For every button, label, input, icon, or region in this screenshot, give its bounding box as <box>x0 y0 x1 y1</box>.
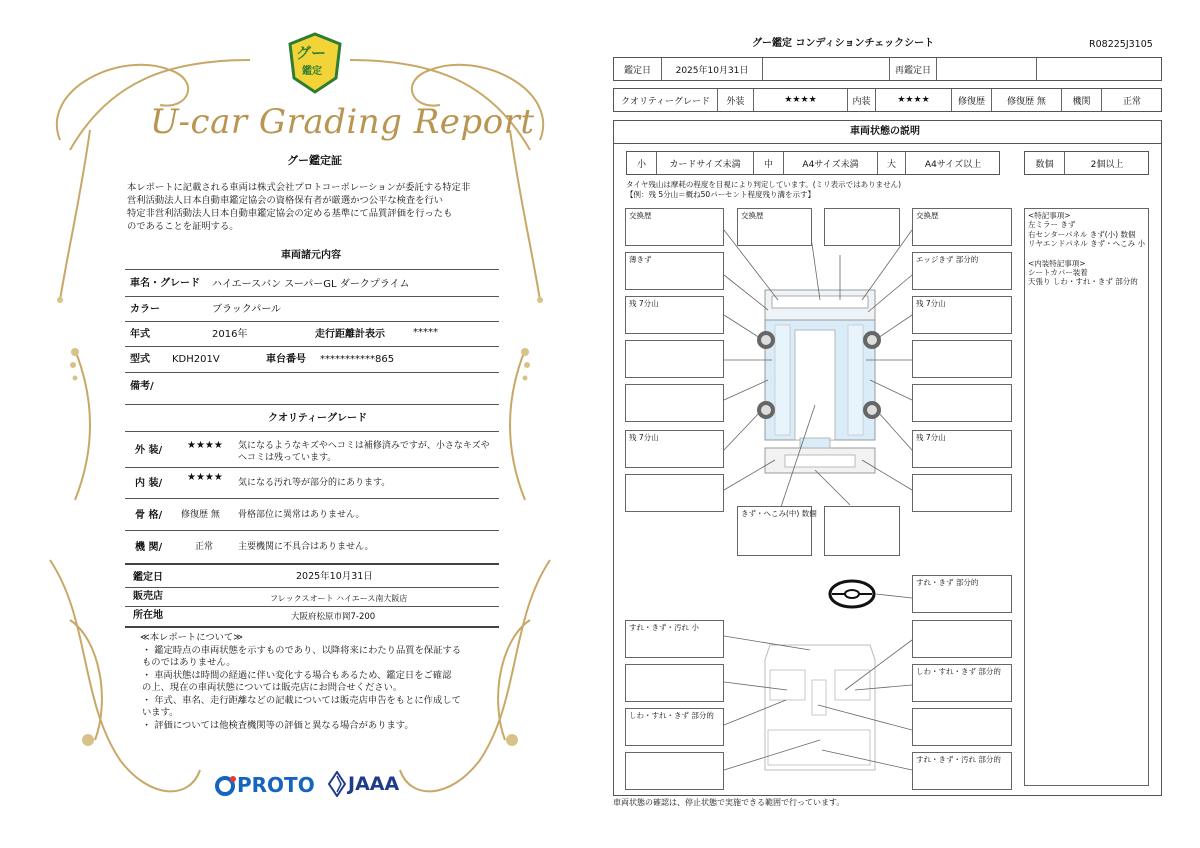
interior-label: 内 装/ <box>135 478 163 489</box>
divider <box>125 626 499 628</box>
note-box: すれ・きず 部分的 <box>912 575 1012 613</box>
sheet-title: グー鑑定 コンディションチェックシート <box>752 38 935 49</box>
quality-grade-label: クオリティーグレード <box>614 89 718 111</box>
note-box: 残 7分山 <box>912 296 1012 334</box>
frame-value: 修復歴 無 <box>181 510 220 520</box>
name-value: ハイエースバン スーパーGL ダークプライム <box>212 279 410 290</box>
note-box: きず・へこみ(中) 数個 <box>737 506 812 556</box>
about-line: ・ 車両状態は時間の経過に伴い変化する場合もあるため、鑑定日をご確認 <box>142 670 452 681</box>
note-box: 薄きず <box>625 252 724 290</box>
script-title: U-car Grading Report <box>150 102 535 142</box>
mileage-value: ***** <box>413 327 438 338</box>
grade-title: クオリティーグレード <box>268 413 367 424</box>
note-box <box>625 384 724 422</box>
divider <box>125 530 499 531</box>
tire-note: 【例：残 5分山＝概ね50パーセント程度残り溝を示す】 <box>626 190 816 199</box>
about-line: の上、現在の車両状態については販売店にお問合せください。 <box>142 682 403 693</box>
interior-stars: ★★★★ <box>876 89 952 111</box>
note-box <box>824 208 900 246</box>
note-box <box>625 664 724 702</box>
about-title: ≪本レポートについて≫ <box>140 632 243 643</box>
exterior-stars: ★★★★ <box>187 440 223 451</box>
engine-value: 正常 <box>195 542 214 552</box>
divider <box>125 563 499 565</box>
date-label: 鑑定日 <box>614 58 662 80</box>
special-item: リヤエンドパネル きず・へこみ 小 <box>1028 239 1145 249</box>
address-value: 大阪府松原市岡7-200 <box>291 612 376 622</box>
model-label: 型式 <box>130 354 150 365</box>
goo-kantei-badge <box>286 32 344 94</box>
note-box <box>912 708 1012 746</box>
note-box: しわ・すれ・きず 部分的 <box>912 664 1012 702</box>
divider <box>125 467 499 468</box>
engine-label: 機 関/ <box>135 542 163 553</box>
interior-special-item: シートカバー装着 <box>1028 267 1088 277</box>
note-box <box>625 752 724 790</box>
divider <box>125 346 499 347</box>
note-box: 交換歴 <box>737 208 812 246</box>
interior-special-title: <内装特記事項> <box>1028 258 1086 268</box>
condition-check-sheet <box>600 0 1200 848</box>
year-label: 年式 <box>130 329 150 340</box>
interior-desc: 気になる汚れ等が部分的にあります。 <box>238 478 391 488</box>
certificate-title: グー鑑定証 <box>287 154 342 167</box>
sheet-footer: 車両状態の確認は、停止状態で実施できる範囲で行っています。 <box>613 798 845 807</box>
intro-line: 営利活動法人日本自動車鑑定協会の資格保有者が厳選かつ公平な検査を行い <box>127 195 444 206</box>
engine-desc: 主要機関に不具合はありません。 <box>238 542 374 552</box>
about-line: います。 <box>142 707 179 718</box>
divider <box>125 269 499 270</box>
special-notes-panel <box>1024 208 1149 786</box>
divider <box>125 431 499 432</box>
divider <box>125 587 499 588</box>
intro-line: 本レポートに記載される車両は株式会社プロトコーポレーションが委託する特定非 <box>127 182 471 193</box>
divider <box>125 606 499 607</box>
note-box: しわ・すれ・きず 部分的 <box>625 708 724 746</box>
mileage-label: 走行距離計表示 <box>315 329 385 340</box>
date-value: 2025年10月31日 <box>662 58 763 80</box>
size-large: 大 <box>878 152 906 174</box>
spec-title: 車両諸元内容 <box>281 250 341 261</box>
exterior-desc: ヘコミは残っています。 <box>238 453 337 463</box>
special-item: 左ミラー きず <box>1028 220 1076 230</box>
note-box <box>625 340 724 378</box>
divider <box>125 372 499 373</box>
reeval-label: 再鑑定日 <box>890 58 937 80</box>
note-box <box>912 340 1012 378</box>
note-box <box>824 506 900 556</box>
note-box <box>912 384 1012 422</box>
color-label: カラー <box>130 304 160 315</box>
note-box <box>912 620 1012 658</box>
interior-label: 内装 <box>848 89 876 111</box>
exterior-label: 外装 <box>718 89 754 111</box>
divider <box>125 498 499 499</box>
repair-value: 修復歴 無 <box>992 89 1062 111</box>
chassis-label: 車台番号 <box>266 354 306 365</box>
count-label: 数個 <box>1025 152 1065 174</box>
year-value: 2016年 <box>212 329 248 340</box>
size-small-desc: カードサイズ未満 <box>657 152 754 174</box>
note-box: 残 7分山 <box>912 430 1012 468</box>
note-box <box>912 474 1012 512</box>
size-medium: 中 <box>754 152 784 174</box>
frame-label: 骨 格/ <box>135 510 163 521</box>
engine-value: 正常 <box>1122 96 1141 107</box>
note-box: 交換歴 <box>912 208 1012 246</box>
intro-line: のであることを証明する。 <box>127 221 239 232</box>
proto-logo: PROTO <box>215 773 325 797</box>
date-label: 鑑定日 <box>133 572 163 583</box>
note-box <box>625 474 724 512</box>
badge-line2: 鑑定 <box>302 66 322 77</box>
size-medium-desc: A4サイズ未満 <box>784 152 878 174</box>
about-line: ものではありません。 <box>142 657 236 668</box>
divider <box>125 296 499 297</box>
special-item: 右センターパネル きず(小) 数個 <box>1028 229 1136 239</box>
size-small: 小 <box>627 152 657 174</box>
engine-label: 機関 <box>1062 89 1102 111</box>
badge-line1: グー <box>296 44 327 62</box>
size-large-desc: A4サイズ以上 <box>924 159 982 170</box>
divider <box>125 404 499 405</box>
name-label: 車名・グレード <box>130 278 200 289</box>
interior-special-item: 天張り しわ・すれ・きず 部分的 <box>1028 277 1138 287</box>
about-line: ・ 年式、車名、走行距離などの記載については販売店申告をもとに作成して <box>142 695 461 706</box>
sheet-code: R08225J3105 <box>1089 39 1153 50</box>
model-value: KDH201V <box>172 354 220 365</box>
note-box: 交換歴 <box>625 208 724 246</box>
tire-note: タイヤ残山は摩耗の程度を目視により判定しています。(ミリ表示ではありません) <box>626 180 902 189</box>
repair-label: 修復歴 <box>952 89 992 111</box>
divider <box>125 321 499 322</box>
intro-line: 特定非営利活動法人日本自動車鑑定協会の定める基準にて品質評価を行ったも <box>127 208 453 219</box>
note-box: すれ・きず・汚れ 小 <box>625 620 724 658</box>
frame-desc: 骨格部位に異常はありません。 <box>238 510 365 520</box>
address-label: 所在地 <box>133 610 163 621</box>
about-line: ・ 鑑定時点の車両状態を示すものであり、以降将来にわたり品質を保証する <box>142 645 462 656</box>
date-value: 2025年10月31日 <box>296 571 373 582</box>
about-line: ・ 評価については他検査機関等の評価と異なる場合があります。 <box>142 720 414 731</box>
count-value: 2個以上 <box>1090 159 1124 170</box>
color-value: ブラックパール <box>212 304 281 315</box>
note-box: エッジきず 部分的 <box>912 252 1012 290</box>
note-box: 残 7分山 <box>625 296 724 334</box>
special-title: <特記事項> <box>1028 211 1071 220</box>
note-box: 残 7分山 <box>625 430 724 468</box>
shop-label: 販売店 <box>133 591 163 602</box>
interior-stars: ★★★★ <box>187 472 223 483</box>
chassis-value: ***********865 <box>320 354 395 365</box>
shop-value: フレックスオート ハイエース南大阪店 <box>270 594 408 603</box>
exterior-desc: 気になるようなキズやヘコミは補修済みですが、小さなキズや <box>238 441 490 451</box>
note-box: すれ・きず・汚れ 部分的 <box>912 752 1012 790</box>
exterior-stars: ★★★★ <box>754 89 848 111</box>
remarks-label: 備考/ <box>130 381 154 392</box>
jaaa-logo: JAAA <box>328 771 408 797</box>
exterior-label: 外 装/ <box>135 445 163 456</box>
section-title: 車両状態の説明 <box>850 126 920 137</box>
